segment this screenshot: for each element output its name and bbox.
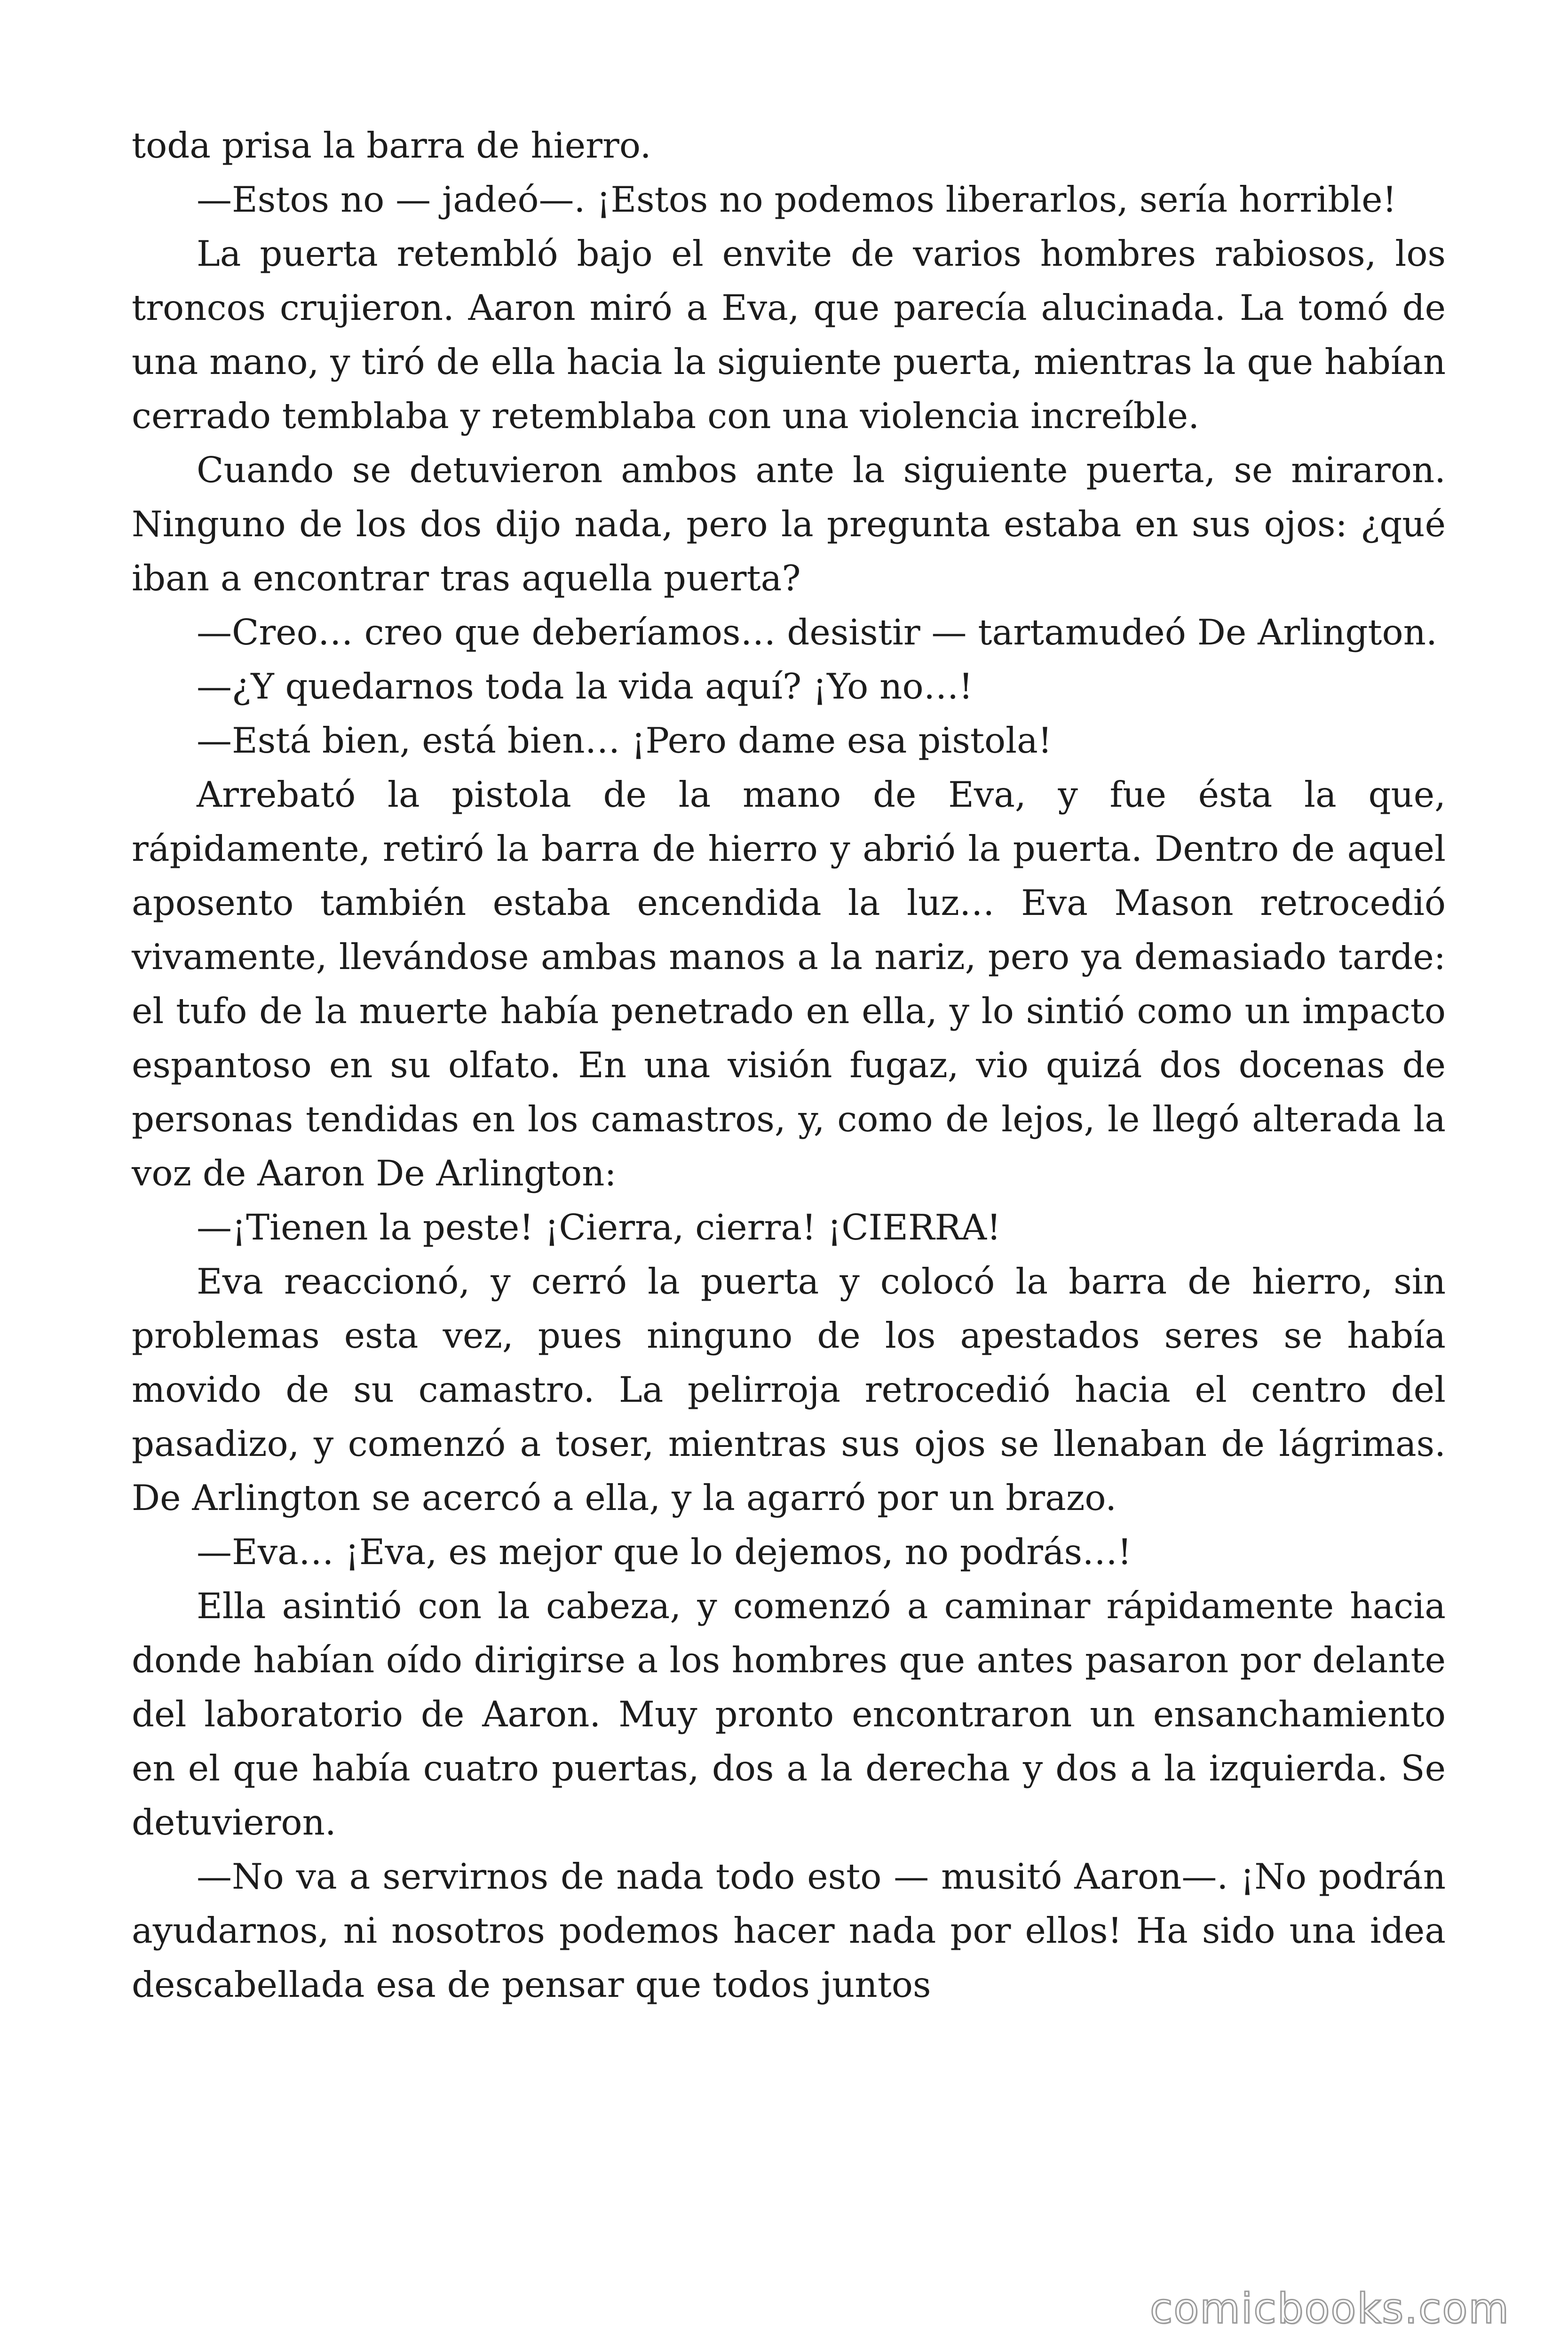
paragraph-12: Ella asintió con la cabeza, y comenzó a caminar rápidamente hacia donde habían oído dirigirse a los hombres que antes pasaron por delante del laboratorio de Aaron. Muy pronto encontraron un ensanchamiento en el que había cuatro puertas, dos a la derecha y dos a la izquierda. Se detuvieron. bbox=[132, 1585, 1446, 1843]
paragraph-3: La puerta retembló bajo el envite de varios hombres rabiosos, los troncos crujieron. Aaron miró a Eva, que parecía alucinada. La tomó de una mano, y tiró de ella hacia la siguiente puerta, mientras la que habían cerrado temblaba y retemblaba con una violencia increíble. bbox=[132, 233, 1446, 437]
paragraph-4: Cuando se detuvieron ambos ante la siguiente puerta, se miraron. Ninguno de los dos dijo nada, pero la pregunta estaba en sus ojos: ¿qué iban a encontrar tras aquella puerta? bbox=[132, 449, 1446, 599]
paragraph-2: —Estos no — jadeó—. ¡Estos no podemos liberarlos, sería horrible! bbox=[197, 179, 1397, 220]
watermark: comicbooks.com bbox=[1149, 2284, 1510, 2333]
paragraph-5: —Creo… creo que deberíamos… desistir — tartamudeó De Arlington. bbox=[197, 612, 1437, 653]
paragraph-8: Arrebató la pistola de la mano de Eva, y fue ésta la que, rápidamente, retiró la barra de hierro y abrió la puerta. Dentro de aquel aposento también estaba encendida la luz… Eva Mason retrocedió vivamente, llevándose ambas manos a la nariz, pero ya demasiado tarde: el tufo de la muerte había penetrado en ella, y lo sintió como un impacto espantoso en su olfato. En una visión fugaz, vio quizá dos docenas de personas tendidas en los camastros, y, como de lejos, le llegó alterada la voz de Aaron De Arlington: bbox=[132, 774, 1446, 1194]
page-body bbox=[132, 119, 1446, 2012]
paragraph-9: —¡Tienen la peste! ¡Cierra, cierra! ¡CIERRA! bbox=[197, 1207, 1001, 1248]
paragraph-7: —Está bien, está bien… ¡Pero dame esa pistola! bbox=[197, 720, 1052, 761]
paragraph-11: —Eva… ¡Eva, es mejor que lo dejemos, no podrás…! bbox=[197, 1531, 1132, 1573]
paragraph-1: toda prisa la barra de hierro. bbox=[132, 125, 651, 166]
paragraph-10: Eva reaccionó, y cerró la puerta y colocó la barra de hierro, sin problemas esta vez, pues ninguno de los apestados seres se había movido de su camastro. La pelirroja retrocedió hacia el centro del pasadizo, y comenzó a toser, mientras sus ojos se llenaban de lágrimas. De Arlington se acercó a ella, y la agarró por un brazo. bbox=[132, 1261, 1446, 1518]
paragraph-13: —No va a servirnos de nada todo esto — musitó Aaron—. ¡No podrán ayudarnos, ni nosotros podemos hacer nada por ellos! Ha sido una idea descabellada esa de pensar que todos juntos bbox=[132, 1856, 1446, 2005]
paragraph-6: —¿Y quedarnos toda la vida aquí? ¡Yo no…! bbox=[197, 666, 973, 707]
